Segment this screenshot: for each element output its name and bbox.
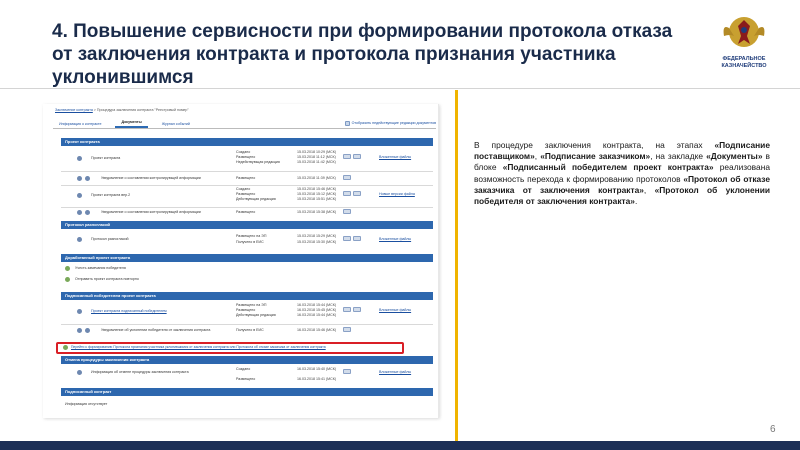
- vertical-divider: [455, 90, 458, 448]
- print-icon[interactable]: [343, 209, 351, 214]
- header-divider: [0, 88, 800, 89]
- slide-title-block: [52, 20, 692, 89]
- section-winner-signed-draft: Подписанный победителем проект контракта: [61, 292, 433, 300]
- signed-draft-link[interactable]: Проект контракта подписанный победителем: [91, 309, 167, 313]
- logo-caption: ФЕДЕРАЛЬНОЕ КАЗНАЧЕЙСТВО: [721, 56, 767, 69]
- section-signed-contract: Подписанный контракт: [61, 388, 433, 396]
- view-icon[interactable]: [353, 191, 361, 196]
- section-cancel-procedure: Отмена процедуры заключения контракта: [61, 356, 433, 364]
- highlight-frame: [56, 342, 404, 354]
- document-row: Уведомление о составлении контролирующей информации Размещено 15.03.2018 15:38 (МСК): [61, 209, 433, 217]
- row-divider: [61, 171, 433, 172]
- view-icon[interactable]: [353, 154, 361, 159]
- app-screenshot: [43, 104, 439, 418]
- tab-event-log[interactable]: Журнал событий: [161, 121, 190, 126]
- document-icon: [77, 370, 82, 375]
- document-icon: [85, 210, 90, 215]
- tab-contract-info[interactable]: Информация о контракте: [59, 121, 102, 126]
- document-icon: [77, 237, 82, 242]
- empty-state: Информация отсутствует: [65, 402, 108, 406]
- print-icon[interactable]: [343, 154, 351, 159]
- show-inactive-toggle[interactable]: Отобразить недействующие редакции документов: [345, 121, 436, 128]
- document-icon: [77, 309, 82, 314]
- page-number: 6: [770, 424, 776, 435]
- action-row: [61, 266, 433, 274]
- attached-files-link[interactable]: Вложенные файлы: [379, 237, 412, 241]
- document-icon: [85, 328, 90, 333]
- new-versions-link[interactable]: Новые версии файла: [379, 192, 415, 196]
- footer-bar: [0, 441, 800, 450]
- action-icon: [65, 266, 70, 271]
- consider-remarks-action[interactable]: Учесть замечания победителя: [75, 266, 126, 270]
- breadcrumb-current: Процедура заключения контракта "Реестровый номер": [96, 108, 189, 112]
- print-icon[interactable]: [343, 327, 351, 332]
- document-row: Проект контракта вер.2 Создано Размещено Действующая редакция 15.03.2018 15:46 (МСК) 15.03.2018 15:12 (МСК) 15.03.2018 15:51 (МСК) Новые версии файла: [61, 187, 433, 207]
- document-icon: [77, 156, 82, 161]
- document-row: Протокол разногласий Размещено на ЭП Получено в ЕИС 15.03.2018 15:29 (МСК) 15.03.2018 15:30 (МСК) Вложенные файлы: [61, 234, 433, 248]
- section-disagreement-protocol: Протокол разногласий: [61, 221, 433, 229]
- row-divider: [61, 207, 433, 208]
- print-icon[interactable]: [343, 175, 351, 180]
- document-icon: [85, 176, 90, 181]
- description-text: В процедуре заключения контракта, на этапах «Подписание поставщиком», «Подписание заказчиком», на закладке «Документы» в блоке «Подписанный победителем проект контракта» реализована возможность перехода к формированию протоколов «Протокол об отказе заказчика от заключения контракта», «Протокол об уклонении победителя от заключения контракта».: [474, 140, 770, 207]
- print-icon[interactable]: [343, 307, 351, 312]
- action-row: [61, 277, 433, 285]
- attached-files-link[interactable]: Вложенные файлы: [379, 155, 412, 159]
- view-icon[interactable]: [353, 236, 361, 241]
- form-protocol-link[interactable]: Перейти к формированию Протокола признания участника уклонившимся от заключения контракта или Протокола об отказе заказчика от заключения контракта: [71, 345, 326, 349]
- section-revised-draft: Доработанный проект контракта: [61, 254, 433, 262]
- document-row: Проект контракта подписанный победителем Размещено на ЭП Размещено Действующая редакция 16.03.2018 15:44 (МСК) 16.03.2018 15:45 (МСК) 16.03.2018 15:44 (МСК) Вложенные файлы: [61, 303, 433, 323]
- tab-documents[interactable]: Документы: [115, 120, 147, 128]
- checkbox-icon: [345, 121, 350, 126]
- document-icon: [77, 176, 82, 181]
- section-contract-draft: Проект контракта: [61, 138, 433, 146]
- row-divider: [61, 324, 433, 325]
- row-divider: [61, 185, 433, 186]
- attached-files-link[interactable]: Вложенные файлы: [379, 370, 412, 374]
- document-icon: [77, 193, 82, 198]
- document-icon: [77, 328, 82, 333]
- view-icon[interactable]: [353, 307, 361, 312]
- document-row: Уведомление об уклонении победителя от заключения контракта Получено в ЕИС 16.03.2018 15:46 (МСК): [61, 327, 433, 335]
- resend-draft-action[interactable]: Отправить проект контракта повторно: [75, 277, 139, 281]
- breadcrumb-root-link[interactable]: Заключение контракта: [55, 108, 93, 112]
- document-icon: [77, 210, 82, 215]
- print-icon[interactable]: [343, 191, 351, 196]
- attached-files-link[interactable]: Вложенные файлы: [379, 308, 412, 312]
- print-icon[interactable]: [343, 236, 351, 241]
- print-icon[interactable]: [343, 369, 351, 374]
- document-row: Уведомление о составлении контролирующей информации Размещено 15.03.2018 11:39 (МСК): [61, 175, 433, 183]
- slide-title: 4. Повышение сервисности при формировании протокола отказа от заключения контракта и протокола признания участника уклонившимся: [52, 21, 673, 88]
- action-icon: [65, 277, 70, 282]
- document-row: Проект контракта Создано Размещено Недействующая редакция 15.03.2018 10:29 (МСК) 15.03.2018 11:12 (МСК) 15.03.2018 11:42 (МСК) Вложенные файлы: [61, 150, 433, 170]
- breadcrumb: Заключение контракта > Процедура заключения контракта "Реестровый номер": [55, 108, 189, 112]
- tab-bar: [53, 120, 436, 129]
- document-row: Информация об отмене процедуры заключения контракта Создано Размещено 16.03.2018 15:40 (МСК) 16.03.2018 15:41 (МСК) Вложенные файлы: [61, 367, 433, 381]
